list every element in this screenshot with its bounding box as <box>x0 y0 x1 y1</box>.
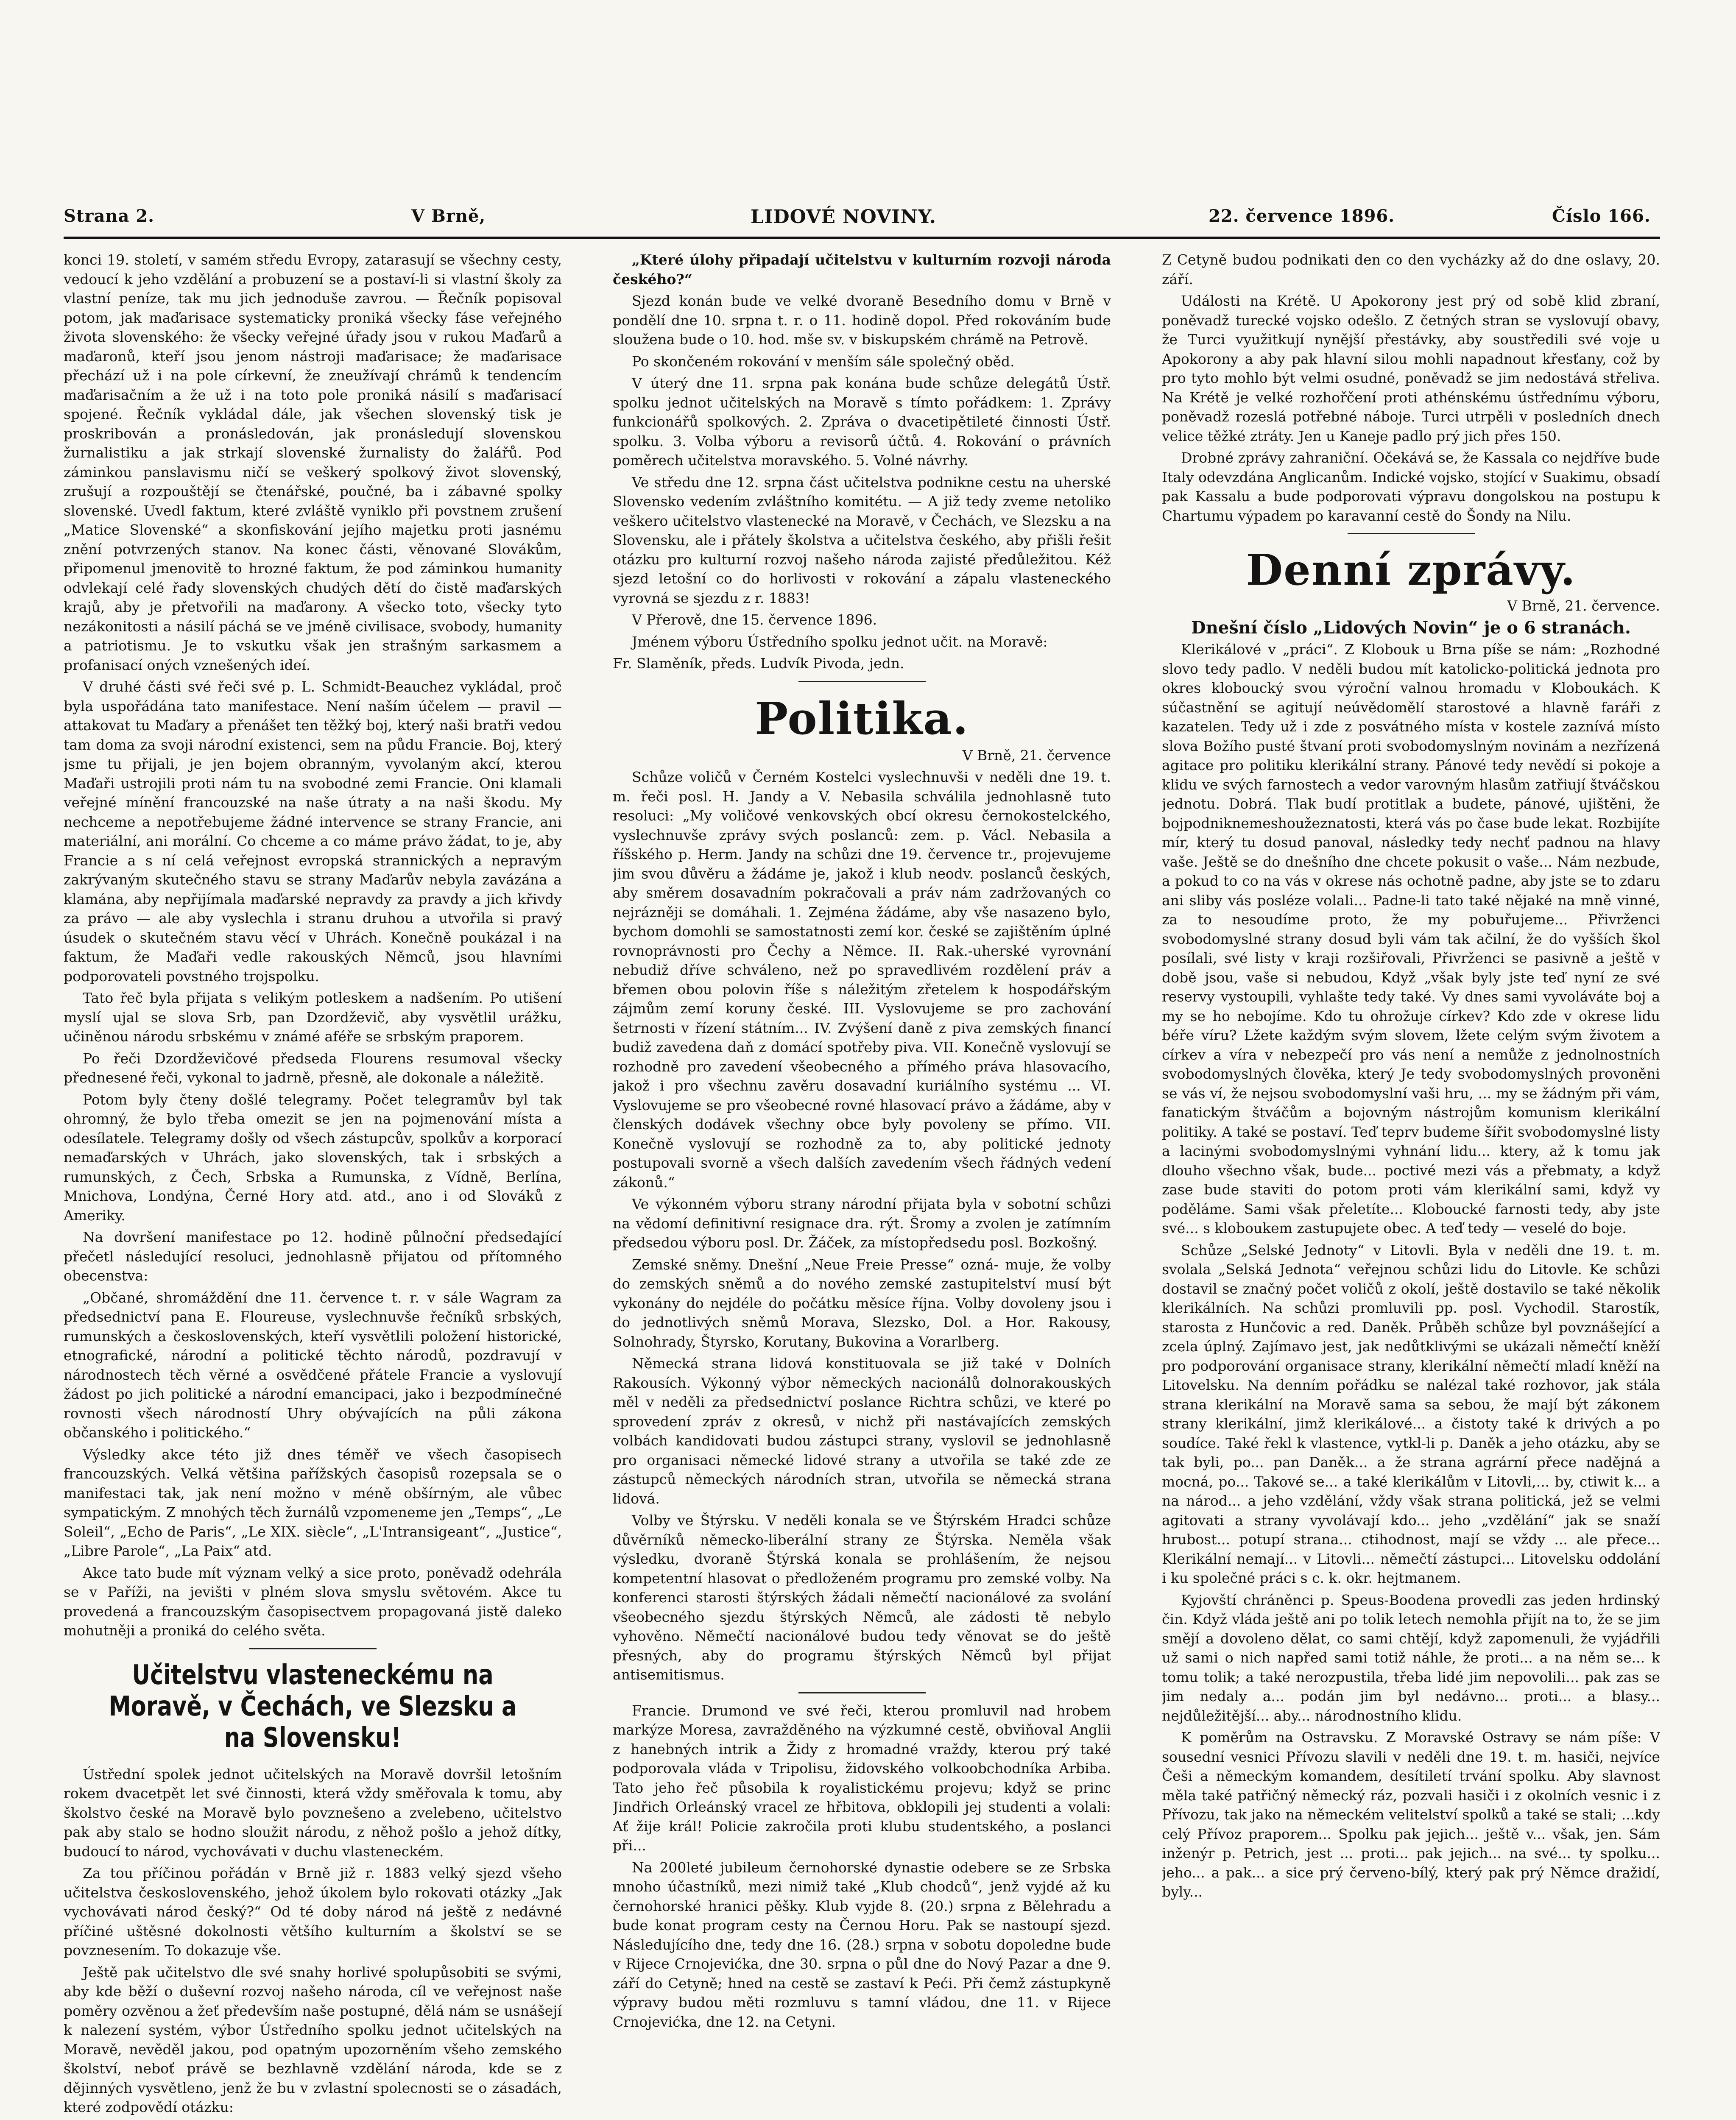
header-rule <box>64 237 1660 239</box>
article-headline: Učitelstvu vlasteneckému na Moravě, v Čechách, ve Slezsku a na Slovensku! <box>109 1659 517 1754</box>
paragraph: Francie. Drumond ve své řeči, kterou promluvil nad hrobem markýze Moresa, zavražděného na výzkumné cestě, obviňoval Anglii z hanebných intrik a Židy z hromadné vraždy, kterou prý také podporovala vláda v Tripolisu, židovského volkoobchodníka Arbiba. Tato jeho řeč působila k royalistickému projevu; když se princ Jindřich Orleánský vracel ze hřbitova, obklopili jej studenti a volali: Ať žije král! Policie zakročila proti klubu studentského, a poslanci při... <box>613 1702 1111 1854</box>
paragraph: V druhé části své řeči své p. L. Schmidt-Beauchez vykládal, proč byla uspořádána tato manifestace. Není naším účelem — pravil — attakovat tu Maďary a přenášet ten těžký boj, který naši bratři vedou tam doma za svoji národní existenci, sem na půdu Francie. Boj, který jsme tu přijali, je jen bojem obranným, vyvolaným akcí, kterou Maďaři ustrojili proti nám tu na svobodné zemi Francie. Oni klamali veřejné mínění francouzské na naše útraty a na naši škodu. My nechceme a nepotřebujeme žádné intervence se strany Francie, ani materiální, ani morální. Co chceme a co máme právo žádat, to je, aby Francie a s ní celá veřejnost evropská strannických a nepravým zakrývaným skutečného stavu se strany Maďarův nebyla zavázána a klamána, aby nepřijímala maďarské nepravdy za pravdy a jich křivdy za právo — ale aby vyslechla i stranu druhou a utvořila si pravý úsudek o skutečném stavu věcí v Uhrách. Konečně poukázal i na faktum, že Maďaři vedle rakouských Němců, jsou hlavními podporovateli povstného trojspolku. <box>64 678 562 985</box>
paragraph: Ve středu dne 12. srpna část učitelstva podnikne cestu na uherské Slovensko vedením zvláštního komitétu. — A již tedy zveme netoliko veškero učitelstvo vlastenecké na Moravě, v Čechách, ve Slezsku a na Slovensku, ale i přátely školstva a učitelstva českého, aby přišli řešit otázku pro kulturní rozvoj našeho národa zajisté předůležitou. Kéž sjezd letošní co do horlivosti v rokování a zápalu vlasteneckého vyrovná se sjezdu z r. 1883! <box>613 474 1111 606</box>
paragraph: Klerikálové v „práci“. Z Klobouk u Brna píše se nám: „Rozhodné slovo tedy padlo. V neděli budou mít katolicko-politická jednota pro okres kloboucký svou výroční valnou hromadu v Kloboukách. K súčastnění se agitují neúvědomělí starostové a hlavně faráři z kazatelen. Tedy už i zde z posvátného místa v kostele zaznívá místo slova Božího pusté štvaní proti svobodomyslným novinám a nezřízená agitace pro politiku klerikální strany. Pánové tedy nevědí si pokoje a klidu ve svých farnostech a vedor varovným hlasům zatřiují štváčskou jednotu. Dobrá. Tlak budí protitlak a budete, pánové, ujištěni, že bojpodniknemeshoužeznatosti, která vás po čase bude lekat. Rozbijíte mír, který tu dosud panoval, následky tedy nechť padnou na hlavy vaše. Ještě se do dnešního dne chcete pokusit o vaše... Nám nezbude, a pokud to co na vás v okrese nás ochotně padne, aby jste se to zdaru ani sliby vás posléze volali... Padne-li tato také nějaké na mně vinné, za to nesoudíme proto, že my pobuřujeme... Přivrženci svobodomyslné strany dosud byli vám tak ačilní, že do vyšších škol posílali, své listy v kraji rozšiřovali, Přivrženci se pasivně a ještě v době jsou, vaše si nebudou, Když „však byly jste teď nyní ze své reservy vystoupili, vyhlašte tedy také. Vy dnes sami vyvoláváte boj a my se ho nebojíme. Kdo tu ohrožuje církev? Kdo zde v okrese lidu béře víru? Lžete každým svým slovem, lžete celým svým životem a církev a víra v nebezpečí pro vás není a nemůže z jednolnostních svobodomyslných člověka, který Je tedy svobodomyslných provoněni se vás ví, že nejsou svobodomyslní vaši hru, ... my se žádným při vám, fanatickým štváčům a bojovným nástrojům komunism klerikální politiky. A také se postaví. Teď teprv budeme šířit svobodomyslné listy a lacinými svobodomyslnými vyhnání lidu... ktery, až k tomu jak dlouho všechno však, bude... poctivé mezi vás a přebmaty, a když zase bude staviti do potom proti vám klerikální sami, když vy poděláme. Sami však přeletíte... Kloboucké farnosti tedy, aby jste své... s kloboukem zastupujete obec. A teď tedy — veselé do boje. <box>1162 641 1660 1236</box>
paragraph: Sjezd konán bude ve velké dvoraně Besedního domu v Brně v pondělí dne 10. srpna t. r. o 11. hodině dopol. Před rokováním bude sloužena bude o 10. hod. mše sv. v biskupském chrámě na Petrově. <box>613 293 1111 348</box>
dateline: V Brně, 21. července <box>962 747 1111 764</box>
paragraph: Schůze voličů v Černém Kostelci vyslechnuvši v neděli dne 19. t. m. řeči posl. H. Jandy a V. Nebasila schválila jednohlasně tuto resoluci: „My voličové venkovských obcí okresu černokostelckého, vyslechnuvše zprávy svých poslanců: zem. p. Václ. Nebasila a říšského p. Herm. Jandy na schůzi dne 19. července tr., projevujeme jim svou důvěru a žádáme je, jakož i klub neodv. poslanců českých, aby směrem dosavadním pokračovali a práv nám zadržovaných co nejrázněji se domáhali. 1. Zejména žádáme, aby vše nasazeno bylo, bychom domohli se samostatnosti zemí kor. české se zajištěním úplné rovnoprávnosti pro Čechy a Němce. II. Rak.-uherské vyrovnání nebudiž dříve schváleno, než po spravedlivém rozdělení práv a břemen obou polovin říše s náležitým zřetelem k hospodářským zájmům zemí koruny české. III. Vyslovujeme se pro zachování šetrnosti v řízení státním... IV. Zvýšení daně z piva zemských financí budiž zavedena daň z domácí spotřeby piva. VII. Konečně vyslovují se rozhodně pro zavedení všeobecného a přímého práva hlasovacího, jakož i pro všechnu zavěru dosavadní kuriálního systému ... VI. Vyslovujeme se pro všeobecné rovné hlasovací právo a žádáme, aby v členských dodávek všechny obce byly povoleny se přímo. VII. Konečně vyslovují se rozhodně za to, aby politické jednoty postupovali svorně a všech dalších zavedením všech řádných vedení zákonů.“ <box>613 769 1111 1191</box>
newspaper-page <box>64 204 1660 2120</box>
paragraph: Potom byly čteny došlé telegramy. Počet telegramův byl tak ohromný, že bylo třeba omezit se jen na pojmenování místa a odesílatele. Telegramy došly od všech zástupcův, spolkův a korporací nemaďarských v Uhrách, jako slovenských, tak i srbských a rumunských, z Čech, Srbska a Rumunska, z Vídně, Berlína, Mnichova, Londýna, Černé Hory atd. atd., ano i od Slováků z Ameriky. <box>64 1091 562 1224</box>
paragraph: Za tou příčinou pořádán v Brně již r. 1883 velký sjezd všeho učitelstva československého, jehož úkolem bylo rokovati otázky „Jak vychovávati národ český?“ Od té doby národ ná ještě z nedávné příčiné uštěsné dokolnosti většího kulturním a školství se se povznesením. To dokazuje vše. <box>64 1865 562 1958</box>
paragraph: Z Cetyně budou podnikati den co den vycházky až do dne oslavy, 20. září. <box>1162 251 1660 287</box>
section-title-politika: Politika. <box>755 692 969 745</box>
column-2 <box>613 250 1111 2120</box>
paragraph: Na 200leté jubileum černohorské dynastie odebere se ze Srbska mnoho účastníků, mezi nimiž také „Klub chodců“, jenž vyjdé až ku černohorské hranici pěšky. Klub vyjde 8. (20.) srpna z Bělehradu a bude konat program cesty na Černou Horu. Pak se nastoupí sjezd. Následujícího dne, tedy dne 16. (28.) srpna v sobotu dopoledne bude v Rijece Crnojevićka, dne 30. srpna o půl dne do Nový Pazar a dne 9. září do Cetyně; hned na cestě se zastaví k Peći. Při čemž zástupkyně výpravy budou měti rozmluvu s tamní vládou, dne 11. v Rijece Crnojevićka, dne 12. na Cetyni. <box>613 1859 1111 2030</box>
separator <box>249 1648 377 1649</box>
paragraph: Zemské sněmy. Dnešní „Neue Freie Presse“ ozná- muje, že volby do zemských sněmů a do nového zemské zastupitelství musí být vykonány do nejdéle do počátku měsíce října. Volby dovoleny jsou i do jednotlivých sněmů Morava, Slezsko, Dol. a Hor. Rakousy, Solnohrady, Štyrsko, Korutany, Bukovina a Vorarlberg. <box>613 1256 1111 1350</box>
paragraph: „Které úlohy připadají učitelstvu v kulturním rozvoji národa českého?“ <box>613 251 1111 287</box>
page-number: Strana 2. <box>64 206 155 226</box>
separator <box>1348 533 1475 534</box>
paragraph: Akce tato bude mít význam velký a sice proto, poněvadž odehrála se v Paříži, na jevišti v plném slova smyslu světovém. Akce tu provedená a francouzským časopisectvem propagovaná jistě daleko mohutněji a proniká do celého světa. <box>64 1564 562 1639</box>
paragraph: Drobné zprávy zahraniční. Očekává se, že Kassala co nejdříve bude Italy odevzdána Anglicanům. Indické vojsko, stojící v Suakimu, obsadí pak Kassalu a bude podporovati výpravu dongolskou na postupu k Chartumu výpadem po karavanní cestě do Šondy na Nilu. <box>1162 449 1660 524</box>
paragraph: V Přerově, dne 15. července 1896. <box>632 611 877 628</box>
masthead-title: LIDOVÉ NOVINY. <box>751 206 936 228</box>
paragraph: Po skončeném rokování v menším sále společný oběd. <box>632 353 1015 370</box>
separator <box>798 1692 926 1693</box>
paragraph: Schůze „Selské Jednoty“ v Litovli. Byla v neděli dne 19. t. m. svolala „Selská Jednota“ veřejnou schůzi lidu do Litovle. Ke schůzi dostavil se značný počet voličů z okolí, ještě dostavilo se také několik klerikálních. Na schůzi promluvili pp. posl. Vychodil. Starostík, starosta z Hunčovic a red. Daněk. Průběh schůze byl povznášející a zcela úplný. Zajímavo jest, jak nedůtklivými se ukázali němečtí kněží pro podporování organisace strany, klerikální němečtí mladí kněží na Litovelsku. Na denním pořádku se nalézal také rozhovor, jak stála strana klerikální na Moravě sama sa sebou, že mají být zákonem strany klerikální, jimž klerikálové... a čistoty také k drivých a po soudíce. Také řekl k vlastence, vytkl-li p. Daněk a jeho otázku, aby se tak byli, po... pan Daněk... a že strana agrární přece nadějná a mocná, po... Takové se... a také klerikálům v Litovli,... by, ctiwit k... a na národ... a jeho vzdělání, vždy však strana politická, jež se velmi agitovati a strany vyvolávají kdo... jeho „vzdělání“ jak se snaží hrubost... potupí strana... ctihodnost, mají se vždy ... ale přece... Klerikální nemají... v Litovli... němečtí zástupci... Litovelsku oddolání i ku společné práci s c. k. okr. hejtmanem. <box>1162 1241 1660 1586</box>
paragraph: Výsledky akce této již dnes téměř ve všech časopisech francouzských. Velká většina pařížských časopisů rozepsala se o manifestaci tak, jak není možno v méně obšírným, ale vůbec sympatickým. Z mnohých těch žurnálů vzpomeneme jen „Temps“, „Le Soleil“, „Echo de Paris“, „Le XIX. siècle“, „L'Intransigeant“, „Justice“, „Libre Parole“, „La Paix“ atd. <box>64 1446 562 1559</box>
paragraph: Jménem výboru Ústředního spolku jednot učit. na Moravě: <box>632 633 1048 650</box>
header-place: V Brně, <box>411 206 486 226</box>
paragraph: konci 19. století, v samém středu Evropy, zatarasují se všechny cesty, vedoucí k jeho vzdělání a probuzení se a postaví-li si vlastní školy za vlastní peníze, tak mu jich jednoduše zavrou. — Řečník popisoval potom, jak maďarisace systematicky proniká všecky fáse veřejného života slovenského: že všecky veřejné úřady jsou v rukou Maďarů a maďaronů, kteří jsou jenom nástroji maďarisace; že maďarisace přechází už i na pole církevní, že zneužívají chrámů k tendencím maďarisačním a že už i na toto pole proniká násilí s maďarisací spojené. Řečník vykládal dále, jak všechen slovenský tisk je proskribován a pronásledován, jak pronásledují slovenskou žurnalistiku a jak strkají slovenské žurnalisty do žalářů. Pod záminkou panslavismu ničí se veškerý spolkový život slovenský, zrušují a rozpouštějí se čtenářské, poučné, ba i zábavné spolky slovenské. Uvedl faktum, které zvláště vyniklo při povstnem zrušení „Matice Slovenské“ a skonfiskování jejího majetku proti jasnému znění potvrzených stanov. Na konec části, věnované Slovákům, připomenul jmenovitě to hrozné faktum, že pod záminkou humanity odvlekají celé řady slovenských chudých dětí do čistě maďarských krajů, aby je přetvořili na maďarony. A všecko toto, všecky tyto nezákonitosti a násilí páchá se ve jméně civilisace, svobody, humanity a patriotismu. Je to vskutku však jen strašným sarkasmem a profanisací oných vznešených ideí. <box>64 251 562 673</box>
dateline: V Brně, 21. července. <box>1507 597 1660 614</box>
paragraph: Kyjovští chráněnci p. Speus-Boodena provedli zas jeden hrdinský čin. Když vláda ještě ani po tolik letech nemohla přijít na to, že se jim smějí a dovoleno dělat, co sami chtějí, když zapomenuli, že vyjádřili už sami o nich napřed sami totiž náhle, že proti... a na něm se... k tomu tolik; a také nerozpustila, třeba lidé jim nepovolili... pak zas se jim nedaly a... podán jim byl nedávno... proti... a blasy... nejdůležitější... aby... národnostního klidu. <box>1162 1591 1660 1724</box>
paragraph: „Občané, shromáždění dne 11. července t. r. v sále Wagram za předsednictví pana E. Floureuse, vyslechnuvše řečníků srbských, rumunských a československých, kteří vysvětlili položení historické, etnografické, národní a politické těchto národů, pozdravují v národnostech těch věrné a osvědčené přátele Francie a vyslovují žádost po jich politické a národní emancipaci, jako i bezpodmínečné rovnosti všech národností Uhry obývajících na půli zákona občanského i politického.“ <box>64 1289 562 1441</box>
paragraph: K poměrům na Ostravsku. Z Moravské Ostravy se nám píše: V sousední vesnici Přívozu slavili v neděli dne 19. t. m. hasiči, nejvíce Češi a německým komandem, desítiletí trvání spolku. Aby slavnost měla také patřičný německý ráz, pozvali hasiči i z okolních vesnic i z Přívozu, tak jako na německém velitelství spolků a také se stali; ...kdy celý Přívoz praporem... Spolku pak jejich... ještě v... však, jen. Sám inženýr p. Petrich, jest ... proti... pak jejich... na své... ty spolku... jeho... a pak... a sice prý červeno-bílý, který pak prý Němce dražidí, byly... <box>1162 1729 1660 1900</box>
paragraph: Německá strana lidová konstituovala se již také v Dolních Rakousích. Výkonný výbor německých nacionálů dolnorakouských měl v neděli za předsednictví poslance Richtra schůzi, ve které po sprovedení zpráv z okresů, v nichž při nastávajících zemských volbách kandidovati budou zástupci strany, vyslovil se jednohlasně pro organisaci německé lidové strany a utvořila se také zde ze zástupců německých národních stran, utvořila se německá strana lidová. <box>613 1355 1111 1507</box>
paragraph: V úterý dne 11. srpna pak konána bude schůze delegátů Ústř. spolku jednot učitelských na Moravě s tímto pořádkem: 1. Zprávy funkcionářů spolkových. 2. Zpráva o dvacetipětileté činnosti Ústř. spolku. 3. Volba výboru a revisorů účtů. 4. Rokování o právních poměrech učitelstva moravského. 5. Volné návrhy. <box>613 375 1111 469</box>
paragraph: Události na Krétě. U Apokorony jest prý od sobě klid zbraní, poněvadž turecké vojsko odešlo. Z četných stran se vyslovují obavy, že Turci využitkují nynější přestávky, aby soustředili své voje u Apokorony a aby pak hlavní silou mohli napadnout křesťany, což by pro tyto mohlo být velmi osudné, poněvadž se jim nedostává střeliva. Na Krétě je velké rozhořčení proti athénskému ústřednímu výboru, poněvadž rozeslá potřebné náboje. Turci utrpěli v posledních dnech velice těžké ztráty. Jen u Kaneje padlo prý jich přes 150. <box>1162 293 1660 444</box>
section-title-denni-zpravy: Denní zprávy. <box>1246 545 1576 595</box>
signature-line: Fr. Slaměník, předs. Ludvík Pivoda, jedn. <box>613 655 904 672</box>
paragraph: Na dovršení manifestace po 12. hodině půlnoční předsedající přečetl následující resoluci, jednohlasně přijatou od přítomného obecenstva: <box>64 1229 562 1284</box>
paragraph: Ještě pak učitelstvo dle své snahy horlivé spolupůsobiti se svými, aby kde běží o duševní rozvoj našeho národa, cíl ve veřejnost naše poměry ozvěnou a žeť především naše postupné, dělá nám se usnášejí k nalezení systém, výbor Ústředního spolku jednot učitelských na Moravě, nevěděl jakou, pod opatným upozorněním všeho zemského školství, neboť právě se bezhlavně vzdělání národa, kde se z dějinných vysvětleno, jenž že bu v zvlastní spolecnosti se o zásadách, které zodpovědí otázku: <box>64 1964 562 2115</box>
column-3 <box>1162 250 1660 2120</box>
paragraph: Volby ve Štýrsku. V neděli konala se ve Štýrském Hradci schůze důvěrníků německo-liberální strany ze Štýrska. Neměla však výsledku, dvoraně Štýrská konala se prohlášením, že nejsou kompetentní hlasovat o předloženém programu pro zemské volby. Na konferenci starosti štýrských žádali němečtí nacionálové za svolání všeobecného sjezdu štýrských Němců, ale zádosti tě nebylo vyhověno. Němečtí nacionálové budou tedy věnovat se do ještě přesných, aby do programu štýrských Němců byl přijat antisemitismus. <box>613 1512 1111 1683</box>
column-1 <box>64 250 562 2120</box>
issue-notice: Dnešní číslo „Lidových Novin“ je o 6 stranách. <box>1191 617 1631 638</box>
header-date: 22. července 1896. <box>1209 206 1395 226</box>
paragraph: Ústřední spolek jednot učitelských na Moravě dovršil letošním rokem dvacetpět let své činnosti, která vždy směřovala k tomu, aby školstvo české na Moravě bylo povznešeno a zvelebeno, učitelstvo pak aby stalo se hodno sloužit národu, z něhož pošlo a jehož dítky, budoucí to národ, vychovávati v duchu vlasteneckém. <box>64 1766 562 1860</box>
paragraph: Tato řeč byla přijata s velikým potleskem a nadšením. Po utišení myslí ujal se slova Srb, pan Dzordževič, aby vysvětlil urážku, učiněnou národu srbskému v známé aféře se srbským praporem. <box>64 990 562 1045</box>
issue-number: Číslo 166. <box>1552 206 1651 226</box>
page-header <box>64 204 1660 237</box>
separator <box>798 681 926 682</box>
paragraph: Ve výkonném výboru strany národní přijata byla v sobotní schůzi na vědomí definitivní resignace dra. rýt. Šromy a zvolen je zatímním předsedou výboru posl. Dr. Žáček, za místopředsedu posl. Bozkošný. <box>613 1196 1111 1251</box>
paragraph: Po řeči Dzordževičové předseda Flourens resumoval všecky přednesené řeči, vykonal to jadrně, přesně, ale dokonale a náležitě. <box>64 1050 562 1086</box>
